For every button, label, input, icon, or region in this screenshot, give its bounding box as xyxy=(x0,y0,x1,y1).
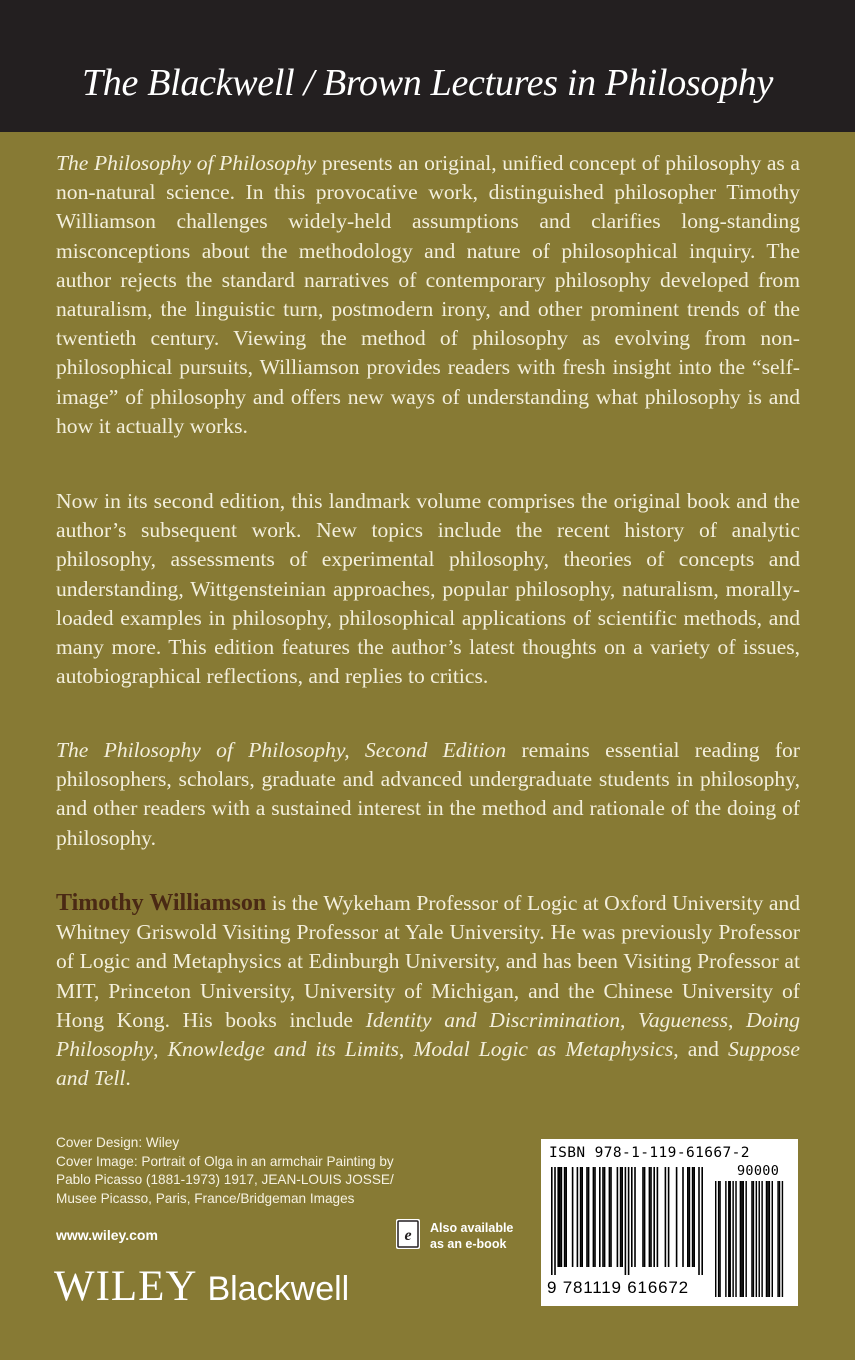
addon-bar xyxy=(725,1181,726,1297)
addon-barcode-bars-icon xyxy=(715,1181,789,1297)
barcode-bar xyxy=(668,1167,670,1267)
addon-bar xyxy=(740,1181,741,1297)
book-identity-and-discrimination: Identity and Discrimination xyxy=(365,1007,620,1032)
addon-bar xyxy=(753,1181,754,1297)
barcode-bar xyxy=(588,1167,590,1267)
addon-bar xyxy=(751,1181,752,1297)
barcode-bars-icon xyxy=(551,1167,711,1275)
barcode-bar xyxy=(634,1167,636,1267)
barcode-bar xyxy=(682,1167,684,1267)
addon-bar xyxy=(782,1181,783,1297)
bio-text: is the Wykeham Professor of Logic at Oxford University and Whitney Griswold Visiting Professor at Yale University. He was previously Professor of Logic and Metaphysics at Edinburgh University, and has been Visiting Professor at MIT, Princeton University, University of Michigan, and the Chinese University of Hong Kong. His books include xyxy=(56,891,800,1032)
barcode-bar xyxy=(621,1167,623,1267)
barcode-bar xyxy=(565,1167,567,1267)
credit-line: Musee Picasso, Paris, France/Bridgeman Images xyxy=(56,1190,355,1206)
author-name: Timothy Williamson xyxy=(56,890,267,916)
ebook-line: as an e-book xyxy=(430,1237,507,1251)
credit-line: Cover Image: Portrait of Olga in an armchair Painting by xyxy=(56,1153,394,1169)
logo-wiley: WILEY xyxy=(54,1263,198,1310)
cover-credits xyxy=(56,1134,436,1208)
credit-line: Pablo Picasso (1881-1973) 1917, JEAN-LOUIS JOSSE/ xyxy=(56,1172,394,1187)
blurb-text: presents an original, unified concept of philosophy as a non-natural science. In this provocative work, distinguished philosopher Timothy Williamson challenges widely-held assumptions and clarifies long-standing misconceptions about the methodology and nature of philosophical inquiry. The author rejects the standard narratives of contemporary philosophy developed from naturalism, the linguistic turn, postmodern irony, and other prominent trends of the twentieth century. Viewing the method of philosophy as evolving from non-philosophical pursuits, Williamson provides readers with fresh insight into the “self-image” of philosophy and offers new ways of understanding what philosophy is and how it actually works. xyxy=(56,151,800,438)
book-title-italic: The Philosophy of Philosophy xyxy=(56,151,317,175)
blurb-paragraph-3 xyxy=(56,736,800,853)
addon-bar xyxy=(732,1181,733,1297)
wiley-blackwell-logo xyxy=(54,1262,349,1310)
barcode-bar xyxy=(604,1167,606,1267)
blurb-text: remains essential reading for philosophers, scholars, graduate and advanced undergraduate students in philosophy, and other readers with a sustained interest in the method and rationale of the doing of philosophy. xyxy=(56,738,800,850)
addon-bar xyxy=(728,1181,729,1297)
ebook-availability xyxy=(430,1220,513,1252)
barcode-bar xyxy=(650,1167,652,1267)
barcode-bar xyxy=(687,1167,689,1267)
barcode-bar xyxy=(572,1167,574,1267)
series-title: The Blackwell / Brown Lectures in Philosophy xyxy=(81,62,774,104)
book-doing-philosophy: Doing Philosophy xyxy=(56,1007,801,1062)
barcode-bar xyxy=(617,1167,619,1267)
barcode-bar xyxy=(581,1167,583,1267)
addon-bar xyxy=(777,1181,778,1297)
barcode-bar xyxy=(554,1167,556,1275)
separator: , xyxy=(728,1007,747,1032)
addon-bar xyxy=(761,1181,762,1297)
barcode-bar xyxy=(594,1167,596,1267)
separator: , xyxy=(153,1037,168,1062)
barcode-bar xyxy=(698,1167,700,1275)
barcode-bar xyxy=(665,1167,667,1267)
barcode-bar xyxy=(676,1167,678,1267)
series-header-bar xyxy=(0,0,855,132)
book-title-italic: The Philosophy of Philosophy, Second Edition xyxy=(56,738,507,762)
barcode-bar xyxy=(580,1167,582,1267)
author-bio xyxy=(56,889,800,1093)
barcode-bar xyxy=(693,1167,695,1267)
barcode-bar xyxy=(593,1167,595,1267)
addon-bar xyxy=(741,1181,742,1297)
barcode-bar xyxy=(625,1167,627,1275)
addon-bar xyxy=(767,1181,768,1297)
ebook-icon xyxy=(396,1219,420,1249)
barcode-bar xyxy=(561,1167,563,1267)
svg-text:e: e xyxy=(404,1227,412,1244)
book-modal-logic-as-metaphysics: Modal Logic as Metaphysics xyxy=(413,1037,674,1062)
website-link[interactable]: www.wiley.com xyxy=(56,1227,158,1243)
price-code: 90000 xyxy=(737,1163,780,1179)
barcode-bar xyxy=(649,1167,651,1267)
barcode-bar xyxy=(551,1167,553,1275)
barcode-bar xyxy=(631,1167,633,1267)
barcode-bar xyxy=(689,1167,691,1267)
separator: , xyxy=(398,1037,414,1062)
barcode-bar xyxy=(642,1167,644,1267)
separator: , and xyxy=(673,1037,729,1062)
ebook-line: Also available xyxy=(430,1221,514,1235)
barcode-bar xyxy=(577,1167,579,1267)
addon-bar xyxy=(735,1181,736,1297)
barcode-bar xyxy=(557,1167,559,1267)
isbn-barcode xyxy=(541,1139,798,1306)
barcode-bar xyxy=(644,1167,646,1267)
barcode-bar xyxy=(609,1167,611,1267)
barcode-bar xyxy=(602,1167,604,1267)
addon-bar xyxy=(745,1181,746,1297)
barcode-bar xyxy=(628,1167,630,1275)
addon-bar xyxy=(779,1181,780,1297)
addon-bar xyxy=(759,1181,760,1297)
logo-blackwell: Blackwell xyxy=(207,1270,350,1308)
barcode-bar xyxy=(620,1167,622,1267)
addon-bar xyxy=(756,1181,757,1297)
isbn-label: ISBN 978-1-119-61667-2 xyxy=(549,1145,750,1161)
addon-bar xyxy=(718,1181,719,1297)
barcode-bar xyxy=(610,1167,612,1267)
barcode-digits: 9 781119 616672 xyxy=(547,1278,689,1297)
barcode-bar xyxy=(599,1167,601,1267)
addon-bar xyxy=(743,1181,744,1297)
addon-bar xyxy=(772,1181,773,1297)
separator: . xyxy=(125,1066,131,1091)
barcode-bar xyxy=(586,1167,588,1267)
barcode-bar xyxy=(657,1167,659,1267)
addon-bar xyxy=(766,1181,767,1297)
barcode-bar xyxy=(653,1167,655,1267)
barcode-bar xyxy=(692,1167,694,1267)
addon-bar xyxy=(730,1181,731,1297)
book-knowledge-and-its-limits: Knowledge and its Limits xyxy=(167,1037,399,1062)
book-vagueness: Vagueness xyxy=(638,1007,728,1032)
separator: , xyxy=(620,1007,639,1032)
barcode-bar xyxy=(564,1167,566,1267)
addon-bar xyxy=(769,1181,770,1297)
credit-line: Cover Design: Wiley xyxy=(56,1135,180,1150)
addon-bar xyxy=(719,1181,720,1297)
blurb-paragraph-2: Now in its second edition, this landmark volume comprises the original book and the author’s subsequent work. New topics include the recent history of analytic philosophy, assessments of experimental philosophy, theories of concepts and understanding, Wittgensteinian approaches, popular philosophy, naturalism, morally-loaded examples in philosophy, philosophical applications of scientific methods, and many more. This edition features the author’s latest thoughts on a variety of issues, autobiographical reflections, and replies to critics. xyxy=(56,489,800,689)
blurb-paragraph-1 xyxy=(56,149,800,441)
barcode-bar xyxy=(701,1167,703,1275)
barcode-bar xyxy=(559,1167,561,1267)
book-suppose-and-tell: Suppose and Tell xyxy=(56,1037,801,1091)
